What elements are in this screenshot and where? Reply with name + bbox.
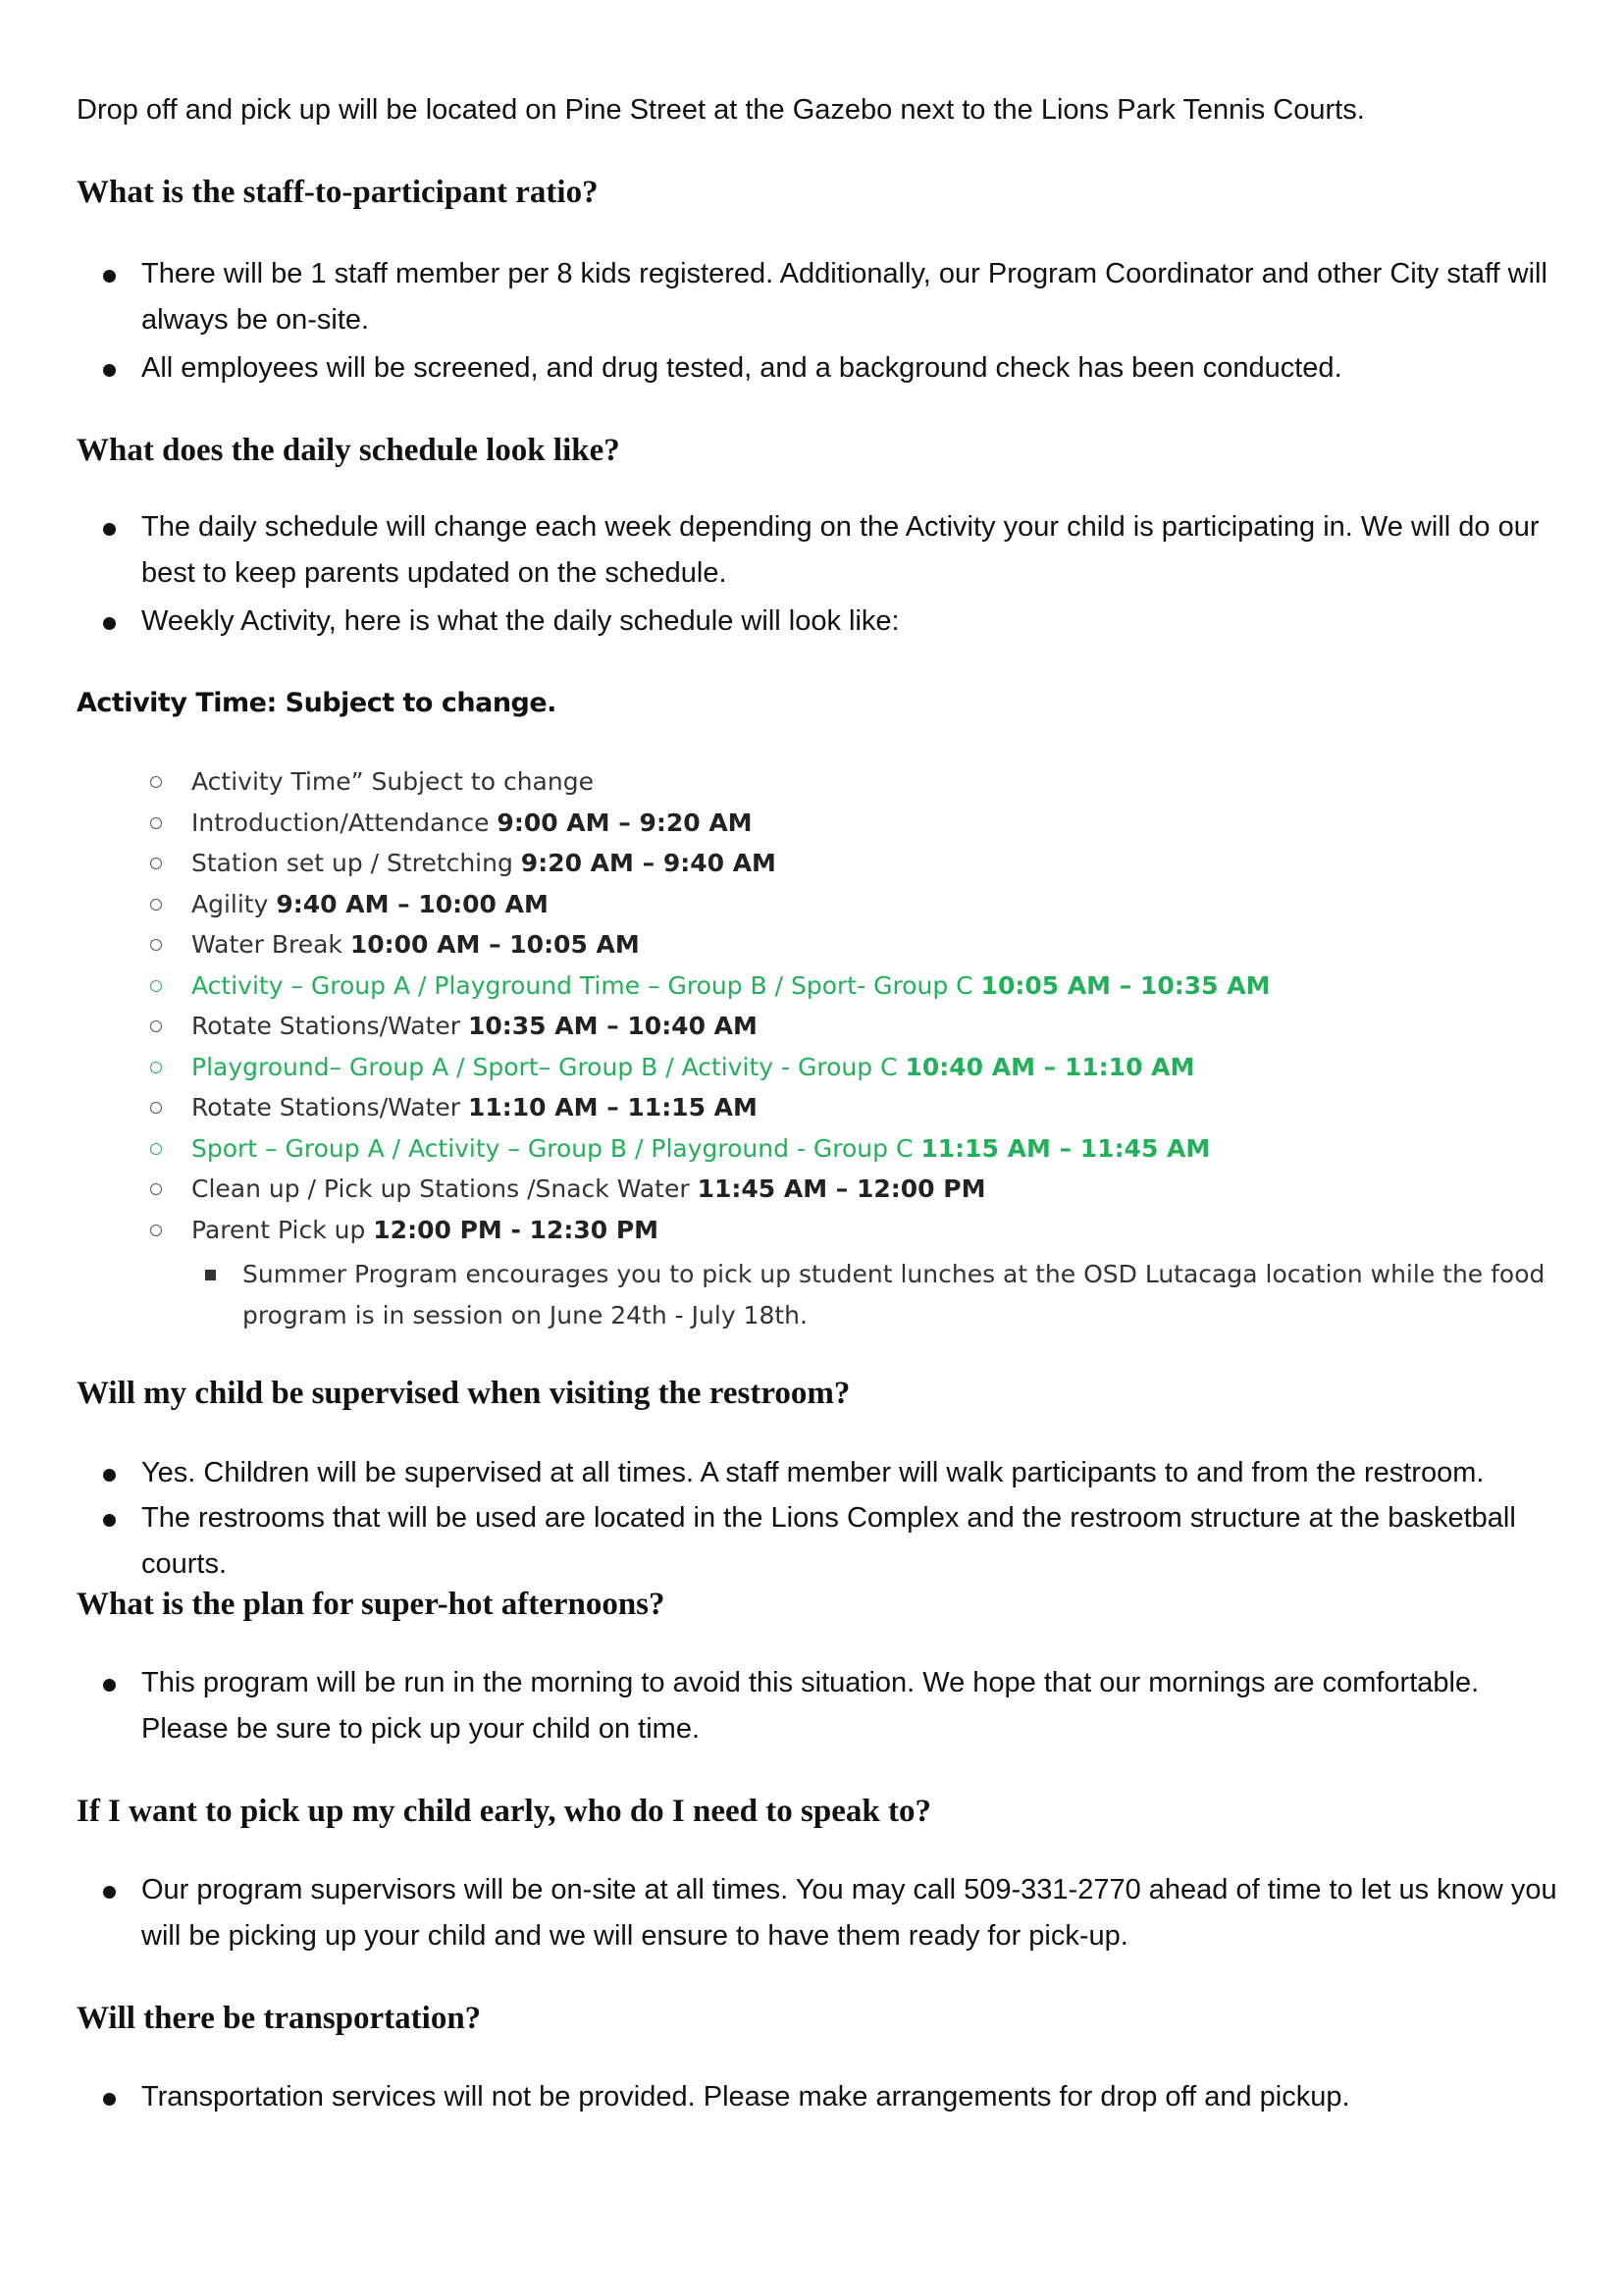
schedule-bullets xyxy=(77,504,1568,645)
restroom-bullets xyxy=(77,1450,1568,1588)
list-item: The restrooms that will be used are located in the Lions Complex and the restroom structure at the basketball courts. xyxy=(77,1495,1568,1588)
list-item: The daily schedule will change each week depending on the Activity your child is participating in. We will do our best to keep parents updated on the schedule. xyxy=(77,504,1568,597)
dropoff-location-text: Drop off and pick up will be located on Pine Street at the Gazebo next to the Lions Park Tennis Courts. xyxy=(77,94,1365,126)
schedule-item-rotation: Playground– Group A / Sport– Group B / Activity - Group C 10:40 AM – 11:10 AM xyxy=(77,1047,1270,1088)
schedule-item: Clean up / Pick up Stations /Snack Water 11:45 AM – 12:00 PM xyxy=(77,1169,1270,1210)
schedule-item: Introduction/Attendance 9:00 AM – 9:20 AM xyxy=(77,803,1270,844)
transportation-question: Will there be transportation? xyxy=(77,2001,482,2036)
schedule-item: Activity Time” Subject to change xyxy=(77,761,1270,803)
schedule-item: Water Break 10:00 AM – 10:05 AM xyxy=(77,924,1270,965)
lunch-program-note: Summer Program encourages you to pick up student lunches at the OSD Lutacaga location while the food program is in session on June 24th - July 18th. xyxy=(205,1254,1577,1336)
list-item: All employees will be screened, and drug tested, and a background check has been conducted. xyxy=(77,345,1568,391)
early-pickup-bullets xyxy=(77,1867,1568,1959)
schedule-item: Parent Pick up 12:00 PM - 12:30 PM xyxy=(77,1210,1270,1251)
schedule-item-rotation: Activity – Group A / Playground Time – Group B / Sport- Group C 10:05 AM – 10:35 AM xyxy=(77,965,1270,1007)
schedule-item: Rotate Stations/Water 11:10 AM – 11:15 AM xyxy=(77,1087,1270,1128)
hot-afternoons-question: What is the plan for super-hot afternoons? xyxy=(77,1587,665,1622)
schedule-item: Rotate Stations/Water 10:35 AM – 10:40 AM xyxy=(77,1006,1270,1047)
ratio-question: What is the staff-to-participant ratio? xyxy=(77,175,599,210)
list-item: Yes. Children will be supervised at all times. A staff member will walk participants to and from the restroom. xyxy=(77,1450,1568,1496)
activity-time-heading: Activity Time: Subject to change. xyxy=(77,688,556,718)
schedule-question: What does the daily schedule look like? xyxy=(77,433,620,468)
hot-afternoons-bullets xyxy=(77,1660,1568,1752)
schedule-item: Station set up / Stretching 9:20 AM – 9:40 AM xyxy=(77,843,1270,884)
early-pickup-question: If I want to pick up my child early, who do I need to speak to? xyxy=(77,1794,931,1829)
list-item: Transportation services will not be provided. Please make arrangements for drop off and pickup. xyxy=(77,2074,1568,2120)
schedule-item-rotation: Sport – Group A / Activity – Group B / Playground - Group C 11:15 AM – 11:45 AM xyxy=(77,1128,1270,1170)
ratio-bullets xyxy=(77,251,1568,391)
list-item: Our program supervisors will be on-site at all times. You may call 509-331-2770 ahead of time to let us know you will be picking up your child and we will ensure to have them ready for pick-up. xyxy=(77,1867,1568,1959)
list-item: Weekly Activity, here is what the daily schedule will look like: xyxy=(77,599,1568,645)
list-item: This program will be run in the morning to avoid this situation. We hope that our mornings are comfortable. Please be sure to pick up your child on time. xyxy=(77,1660,1568,1752)
square-bullet-icon xyxy=(205,1270,216,1280)
transportation-bullets xyxy=(77,2074,1568,2120)
restroom-question: Will my child be supervised when visiting the restroom? xyxy=(77,1376,851,1411)
list-item: There will be 1 staff member per 8 kids registered. Additionally, our Program Coordinator and other City staff will always be on-site. xyxy=(77,251,1568,343)
schedule-item: Agility 9:40 AM – 10:00 AM xyxy=(77,884,1270,925)
daily-schedule-list xyxy=(77,761,1270,1250)
